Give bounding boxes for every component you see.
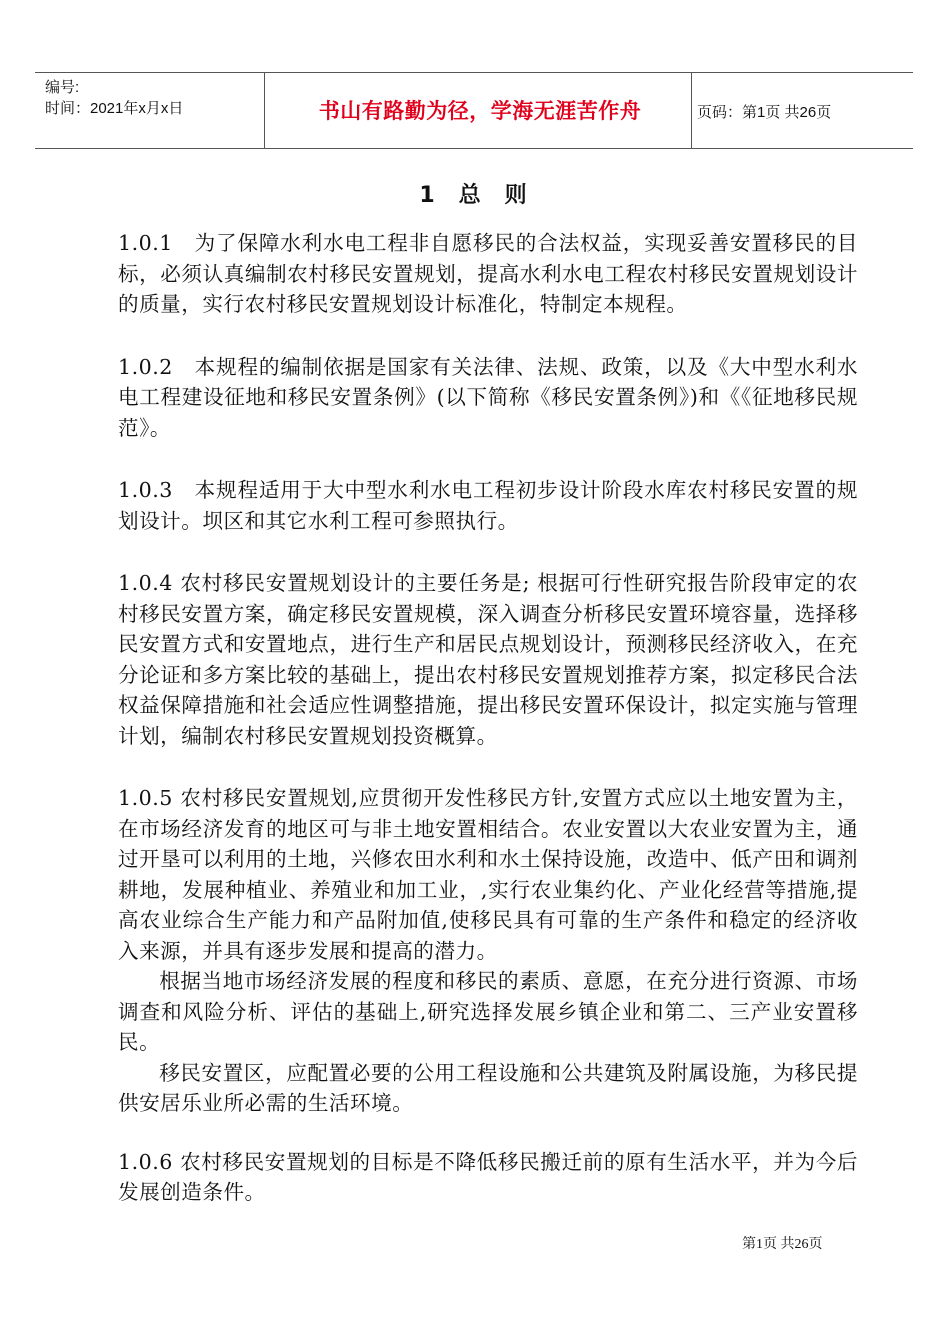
header-motto: 书山有路勤为径，学海无涯苦作舟 xyxy=(318,99,642,123)
clause-1-0-3: 1.0.3 本规程适用于大中型水利水电工程初步设计阶段水库农村移民安置的规划设计。坝区和其它水利工程可参照执行。 xyxy=(118,478,858,533)
header-page-info: 页码：第1页 共26页 xyxy=(697,104,832,121)
page-header xyxy=(35,72,913,149)
section-number: 1 xyxy=(419,183,439,208)
clause-1-0-6: 1.0.6 农村移民安置规划的目标是不降低移民搬迁前的原有生活水平，并为今后发展创造条件。 xyxy=(118,1149,858,1204)
clause-1-0-1: 1.0.1 为了保障水利水电工程非自愿移民的合法权益，实现妥善安置移民的目标，必须认真编制农村移民安置规划，提高水利水电工程农村移民安置规划设计的质量，实行农村移民安置规划设计标准化，特制定本规程。 xyxy=(118,231,858,316)
header-divider-left xyxy=(264,73,265,148)
section-title xyxy=(0,178,950,209)
clause-1-0-5-sub-1: 根据当地市场经济发展的程度和移民的素质、意愿，在充分进行资源、市场调查和风险分析、评估的基础上,研究选择发展乡镇企业和第二、三产业安置移民。 xyxy=(118,969,858,1054)
clause-1-0-5: 1.0.5 农村移民安置规划,应贯彻开发性移民方针,安置方式应以土地安置为主，在市场经济发育的地区可与非土地安置相结合。农业安置以大农业安置为主，通过开垦可以利用的土地，兴修农田水利和水土保持设施，改造中、低产田和调剂耕地，发展种植业、养殖业和加工业，,实行农业集约化、产业化经营等措施,提高农业综合生产能力和产品附加值,使移民具有可靠的生产条件和稳定的经济收入来源，并具有逐步发展和提高的潜力。 xyxy=(118,786,858,963)
clause-1-0-4: 1.0.4 农村移民安置规划设计的主要任务是; 根据可行性研究报告阶段审定的农村移民安置方案，确定移民安置规模，深入调查分析移民安置环境容量，选择移民安置方式和安置地点，进行生产和居民点规划设计，预测移民经济收入，在充分论证和多方案比较的基础上，提出农村移民安置规划推荐方案，拟定移民合法权益保障措施和社会适应性调整措施，提出移民安置环保设计，拟定实施与管理计划，编制农村移民安置规划投资概算。 xyxy=(118,571,858,748)
clause-1-0-2: 1.0.2 本规程的编制依据是国家有关法律、法规、政策，以及《大中型水利水电工程建设征地和移民安置条例》(以下简称《移民安置条例》)和《《征地移民规范》。 xyxy=(118,354,858,440)
page-footer: 第1页 共26页 xyxy=(742,1237,823,1252)
clause-1-0-5-sub-2: 移民安置区，应配置必要的公用工程设施和公共建筑及附属设施，为移民提供安居乐业所必需的生活环境。 xyxy=(118,1060,858,1115)
header-divider-right xyxy=(691,73,692,148)
section-title-char-2: 则 xyxy=(504,183,531,208)
document-body xyxy=(118,228,858,1208)
number-label: 编号: xyxy=(45,79,80,96)
section-title-char-1: 总 xyxy=(458,183,485,208)
header-meta xyxy=(45,77,183,119)
time-label: 时间：2021年x月x日 xyxy=(45,100,184,117)
